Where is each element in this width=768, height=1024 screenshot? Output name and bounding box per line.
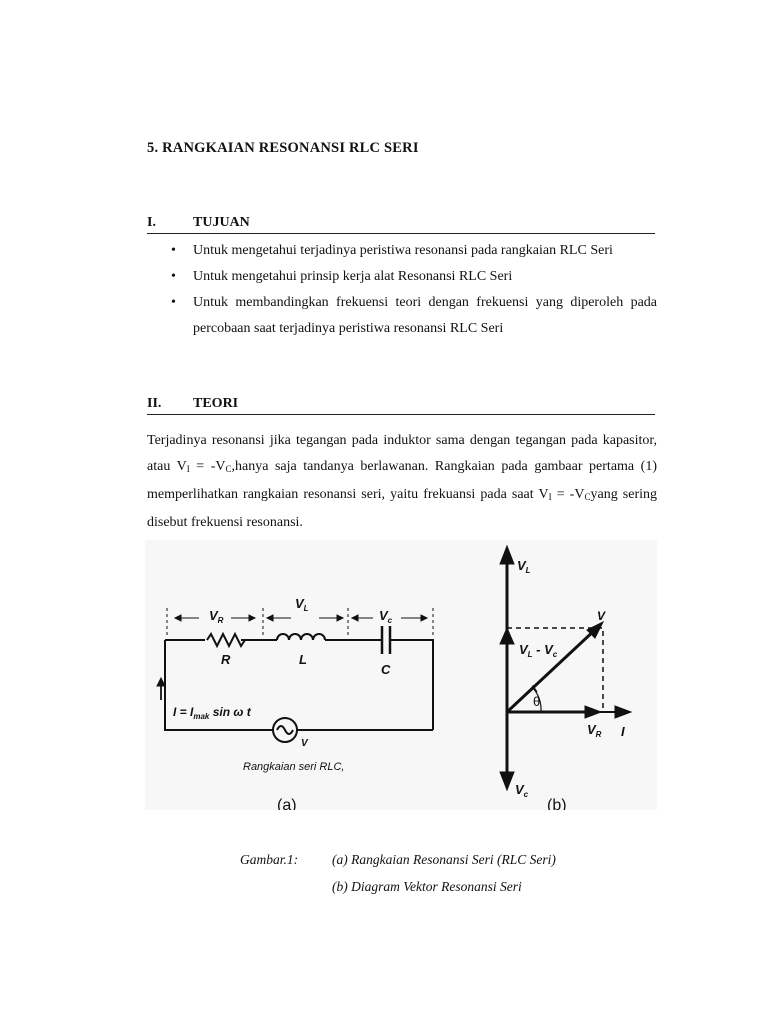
label-i: I [621, 724, 625, 739]
section-number: I. [147, 215, 156, 230]
paragraph-text: = -V [551, 487, 585, 502]
subscript: I [186, 464, 190, 474]
label-vc: $V_c$ [515, 782, 529, 799]
label-vl-minus-vc: $V_L - V_c$ [519, 642, 558, 659]
subscript: I [548, 492, 552, 502]
list-item: • Untuk membandingkan frekuensi teori dengan frekuensi yang diperoleh pada percobaan saat terjadinya peristiwa resonansi RLC Seri [147, 290, 657, 342]
caption-line: (b) Diagram Vektor Resonansi Seri [332, 879, 522, 894]
label-v: V [597, 609, 606, 623]
figure-caption [240, 846, 556, 900]
paragraph-text: = -V [189, 459, 226, 474]
paragraph-text: yang sering disebut frekuensi resonansi. [147, 487, 658, 530]
label-vl: $V_L$ [517, 558, 531, 575]
label-c: C [381, 662, 391, 677]
circuit-caption: Rangkaian seri RLC, [243, 761, 345, 773]
label-a: (a) [277, 797, 297, 810]
figure-background [145, 540, 657, 810]
label-r: R [221, 652, 231, 667]
label-l: L [299, 652, 307, 667]
label-source: V [301, 738, 308, 749]
section-heading-teori [147, 396, 655, 415]
label-vc: $V_c$ [379, 608, 393, 625]
section-number: II. [147, 396, 162, 411]
paragraph-text: Terjadinya resonansi jika tegangan pada induktor sama dengan tegangan pada kapasitor, atau V [147, 433, 657, 474]
section-title: TEORI [193, 396, 239, 411]
section-title: TUJUAN [193, 215, 250, 230]
caption-line: (a) Rangkaian Resonansi Seri (RLC Seri) [332, 852, 556, 867]
label-vr: $V_R$ [209, 608, 224, 625]
paragraph-text: ,hanya saja tandanya berlawanan. Rangkaian pada gambaar pertama (1) memperlihatkan rangkaian resonansi seri, yaitu frekuansi pada saat V [147, 459, 658, 502]
objective-list [147, 238, 657, 342]
figure-rlc [145, 540, 657, 810]
list-item: • Untuk mengetahui prinsip kerja alat Resonansi RLC Seri [147, 264, 657, 290]
caption-label: Gambar.1: [240, 852, 299, 867]
list-item: • Untuk mengetahui terjadinya peristiwa resonansi pada rangkaian RLC Seri [147, 238, 657, 264]
label-vl: $V_L$ [295, 596, 309, 613]
label-b: (b) [547, 797, 567, 810]
theory-paragraph [147, 428, 657, 536]
label-theta: θ [533, 694, 541, 709]
section-heading-tujuan [147, 215, 655, 234]
figure-svg [145, 540, 657, 810]
label-current: $I = I_{mak}$ sin ω t [173, 705, 251, 721]
label-vr: $V_R$ [587, 722, 602, 739]
subscript: C [225, 464, 232, 474]
document-title: 5. RANGKAIAN RESONANSI RLC SERI [147, 140, 419, 156]
subscript: C [584, 492, 591, 502]
